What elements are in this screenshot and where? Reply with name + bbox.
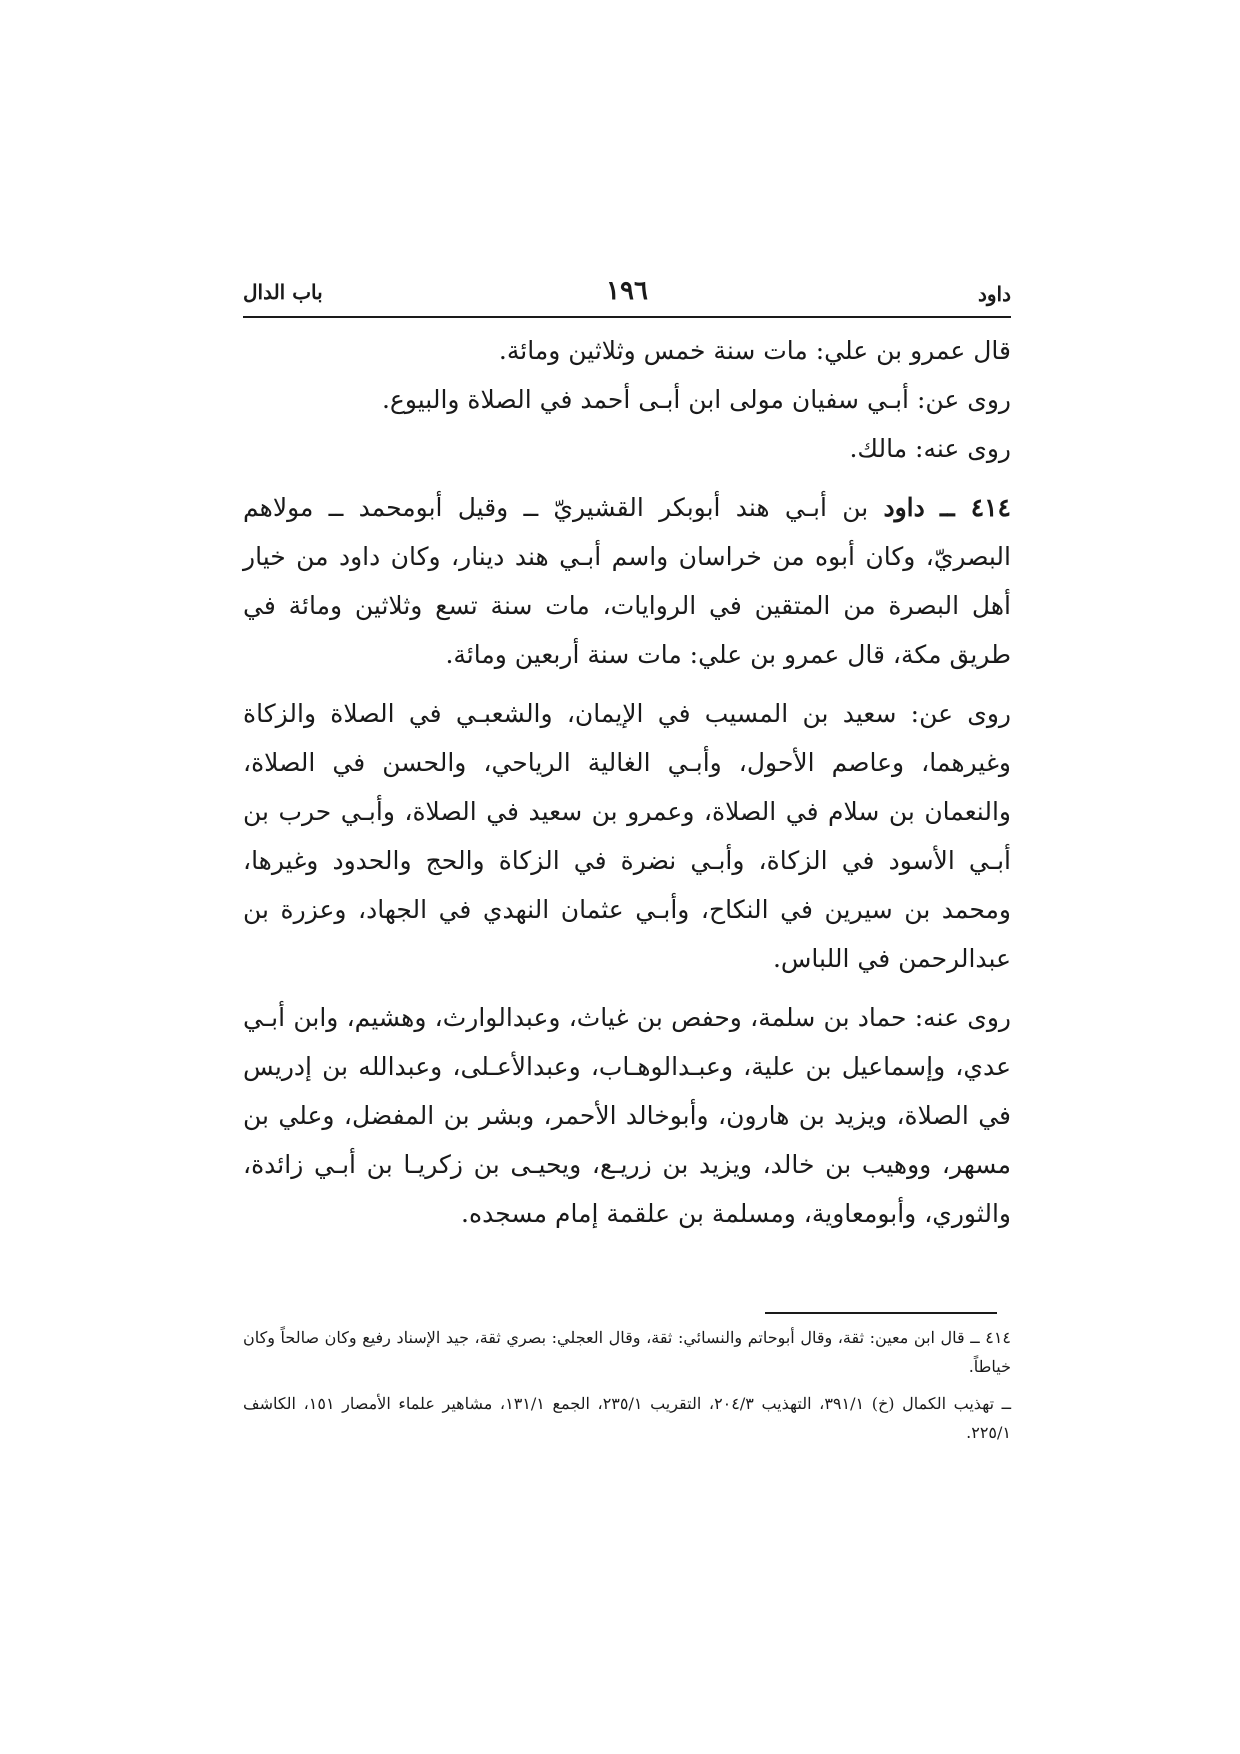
footnotes xyxy=(243,1323,1011,1447)
entry-intro-paragraph xyxy=(243,483,1011,679)
running-head-entry: داود xyxy=(977,282,1011,306)
main-text xyxy=(243,326,1011,1238)
running-head-chapter: باب الدال xyxy=(243,280,323,304)
paragraph-narrated-from: روى عن: أبـي سفيان مولى ابن أبـى أحمد في الصلاة والبيوع. xyxy=(381,385,1011,414)
footnote-assessment: ٤١٤ ــ قال ابن معين: ثقة، وقال أبوحاتم والنسائي: ثقة، وقال العجلي: بصري ثقة، جيد الإسناد رفيع وكان صالحاً وكان خياطاً. xyxy=(243,1328,1011,1376)
paragraph-narrated-by: روى عنه: مالك. xyxy=(849,434,1011,463)
footnote-rule xyxy=(765,1312,997,1314)
paragraph-death-note: قال عمرو بن علي: مات سنة خمس وثلاثين ومائة. xyxy=(498,336,1011,365)
page-header xyxy=(243,270,1011,316)
page-number: ١٩٦ xyxy=(606,276,648,306)
entry-number: ٤١٤ ــ xyxy=(940,493,1011,522)
book-page xyxy=(243,270,1011,1238)
entry-narrated-from: روى عن: سعيد بن المسيب في الإيمان، والشعبـي في الصلاة والزكاة وغيرهما، وعاصم الأحول، وأبـي الغالية الرياحي، والحسن في الصلاة، والنعمان بن سلام في الصلاة، وعمرو بن سعيد في الصلاة، وأبـي حرب بن أبـي الأسود في الزكاة، وأبـي نضرة في الزكاة والحج والحدود وغيرها، ومحمد بن سيرين في النكاح، وأبـي عثمان النهدي في الجهاد، وعزرة بن عبدالرحمن في اللباس. xyxy=(243,699,1011,973)
entry-intro-text: بن أبـي هند أبوبكر القشيريّ ــ وقيل أبومحمد ــ مولاهم البصريّ، وكان أبوه من خراسان واسم أبـي هند دينار، وكان داود من خيار أهل البصرة من المتقين في الروايات، مات سنة تسع وثلاثين ومائة في طريق مكة، قال عمرو بن علي: مات سنة أربعين ومائة. xyxy=(243,493,1011,669)
entry-name: داود xyxy=(883,493,925,522)
footnote-references: ــ تهذيب الكمال (خ) ٣٩١/١، التهذيب ٢٠٤/٣، التقريب ٢٣٥/١، الجمع ١٣١/١، مشاهير علماء الأمصار ١٥١، الكاشف ٢٢٥/١. xyxy=(243,1394,1012,1442)
entry-narrated-by: روى عنه: حماد بن سلمة، وحفص بن غياث، وعبدالوارث، وهشيم، وابن أبـي عدي، وإسماعيل بن علية، وعبـدالوهـاب، وعبدالأعـلى، وعبدالله بن إدريس في الصلاة، ويزيد بن هارون، وأبوخالد الأحمر، وبشر بن المفضل، وعلي بن مسهر، ووهيب بن خالد، ويزيد بن زريـع، ويحيـى بن زكريـا بن أبـي زائدة، والثوري، وأبومعاوية، ومسلمة بن علقمة إمام مسجده. xyxy=(243,1003,1011,1228)
header-rule xyxy=(243,316,1011,318)
